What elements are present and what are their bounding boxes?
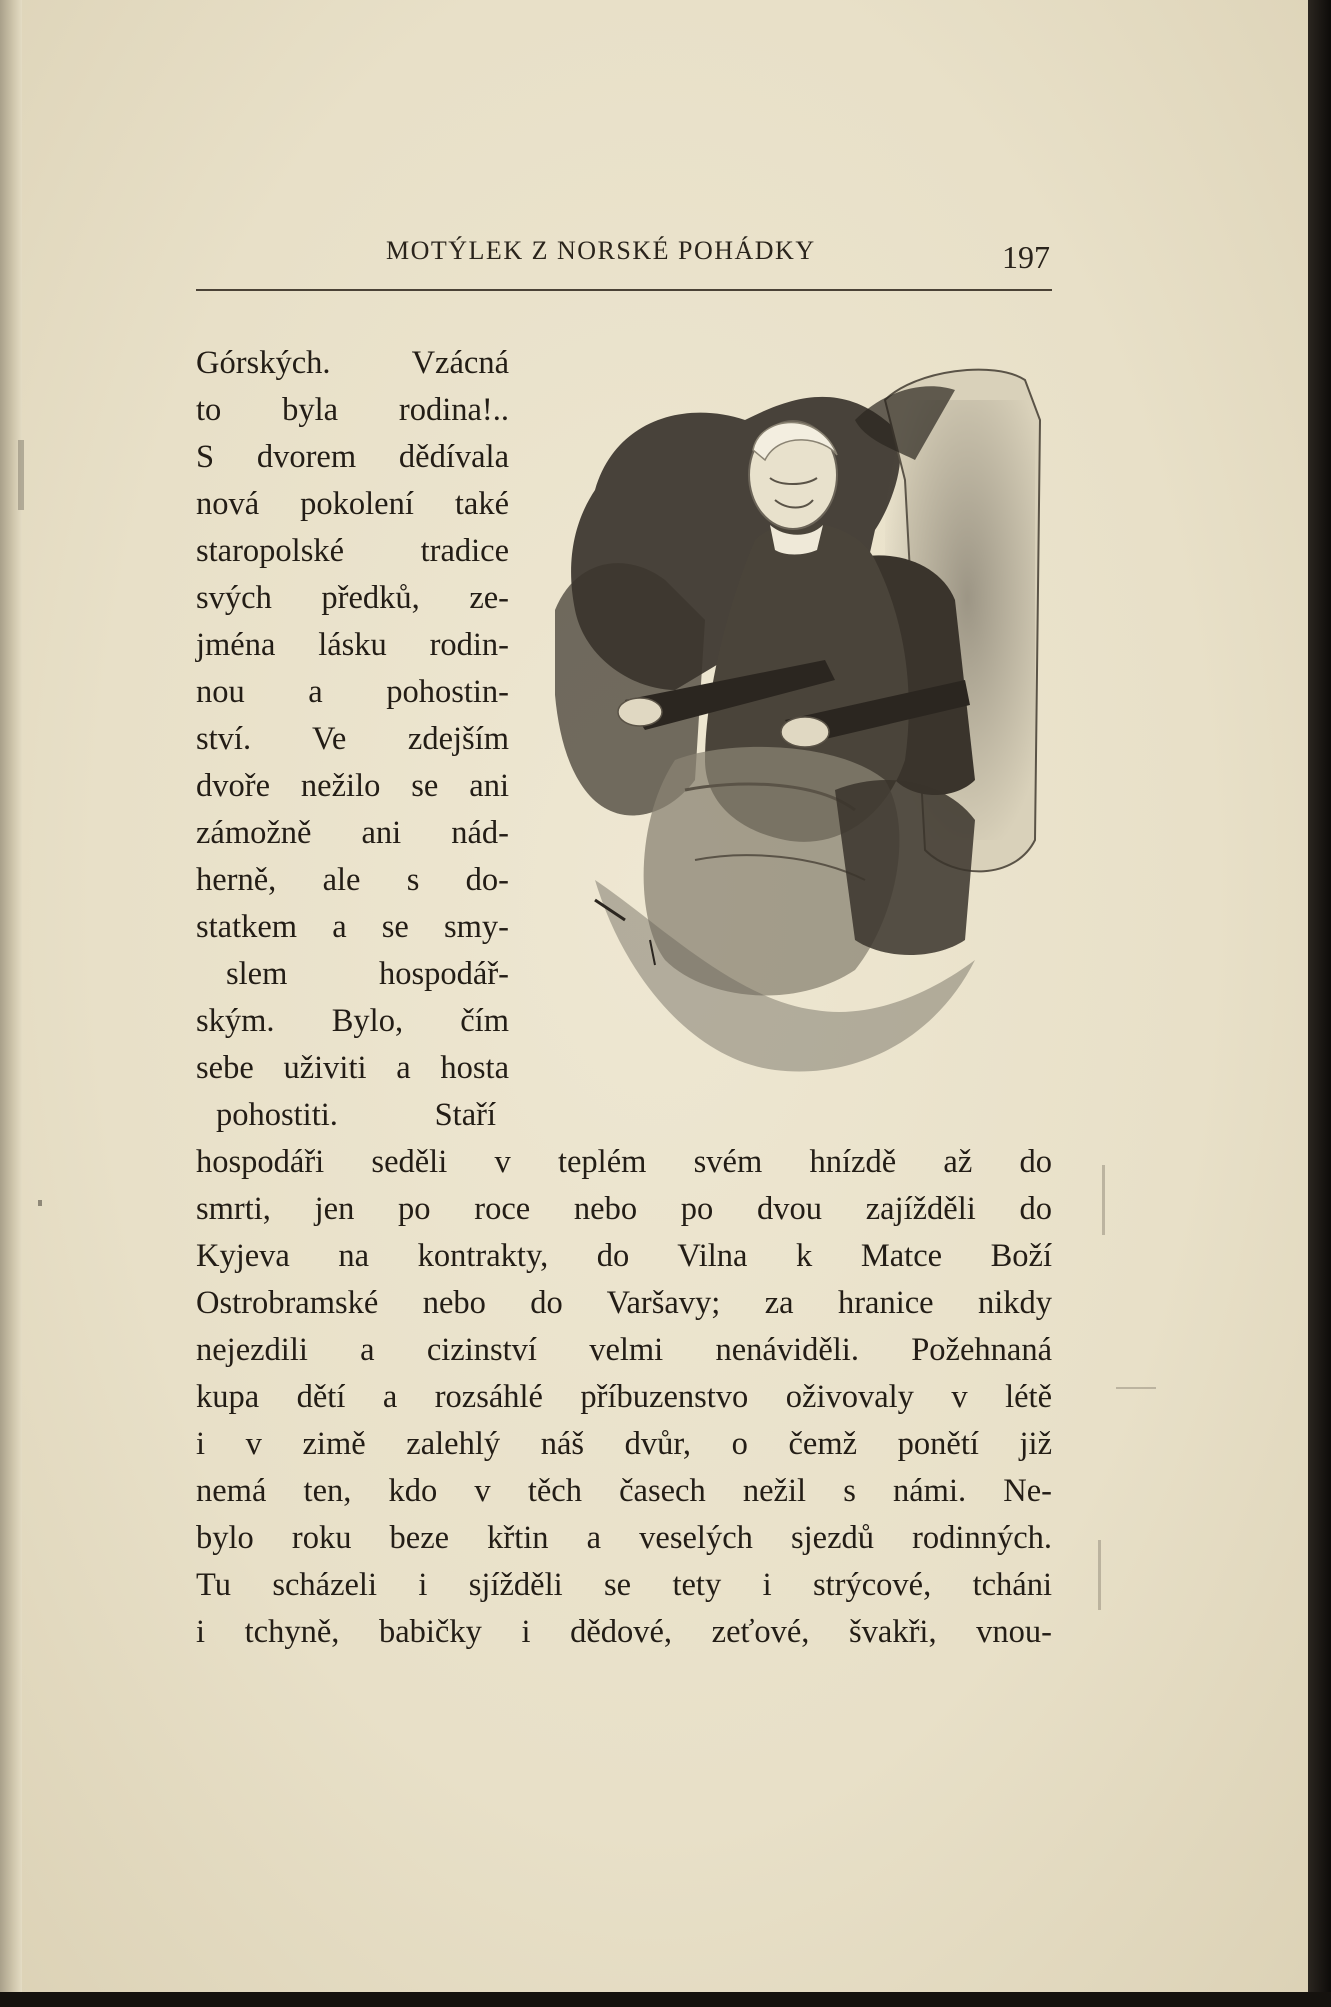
book-edge-bottom [0,1992,1331,2007]
text-line: sebe uživiti a hosta [196,1050,509,1086]
text-line: slem hospodář- [226,956,509,992]
text-line: i tchyně, babičky i dědové, zeťové, švakři, vnou- [196,1614,1052,1650]
ink-mark [1098,1540,1101,1610]
text-line: nou a pohostin- [196,674,509,710]
text-line: ství. Ve zdejším [196,721,509,757]
text-line: bylo roku beze křtin a veselých sjezdů rodinných. [196,1520,1052,1556]
text-line: nová pokolení také [196,486,509,522]
text-line: Ostrobramské nebo do Varšavy; za hranice nikdy [196,1285,1052,1321]
text-line: hospodáři seděli v teplém svém hnízdě až do [196,1144,1052,1180]
text-line: dvoře nežilo se ani [196,768,509,804]
ink-mark [1116,1387,1156,1389]
text-line: jména lásku rodin- [196,627,509,663]
ink-spot [38,1200,42,1206]
engraving-old-man-icon [555,360,1065,1120]
text-line: pohostiti. Staří [216,1097,496,1133]
running-head-title: MOTÝLEK Z NORSKÉ POHÁDKY [386,236,816,265]
text-line: statkem a se smy- [196,909,509,945]
book-edge [1308,0,1331,2007]
text-line: nejezdili a cizinství velmi nenáviděli. Požehnaná [196,1332,1052,1368]
text-line: nemá ten, kdo v těch časech nežil s námi. Ne- [196,1473,1052,1509]
text-line: zámožně ani nád- [196,815,509,851]
text-line: herně, ale s do- [196,862,509,898]
page-number: 197 [1002,239,1050,275]
header-rule [196,289,1052,291]
text-line: smrti, jen po roce nebo po dvou zajížděli do [196,1191,1052,1227]
text-line: S dvorem dědívala [196,439,509,475]
page-gutter [0,0,22,1992]
ink-mark [18,440,24,510]
text-line: ským. Bylo, čím [196,1003,509,1039]
text-line: Tu scházeli i sjížděli se tety i strýcové, tcháni [196,1567,1052,1603]
running-head [196,226,1052,286]
text-line: Kyjeva na kontrakty, do Vilna k Matce Boží [196,1238,1052,1274]
text-line: i v zimě zalehlý náš dvůr, o čemž ponětí již [196,1426,1052,1462]
text-line: to byla rodina!.. [196,392,509,428]
text-line: staropolské tradice [196,533,509,569]
ink-mark [1102,1165,1105,1235]
text-line: Górských. Vzácná [196,345,509,381]
text-line: kupa dětí a rozsáhlé příbuzenstvo oživovaly v létě [196,1379,1052,1415]
text-line: svých předků, ze- [196,580,509,616]
